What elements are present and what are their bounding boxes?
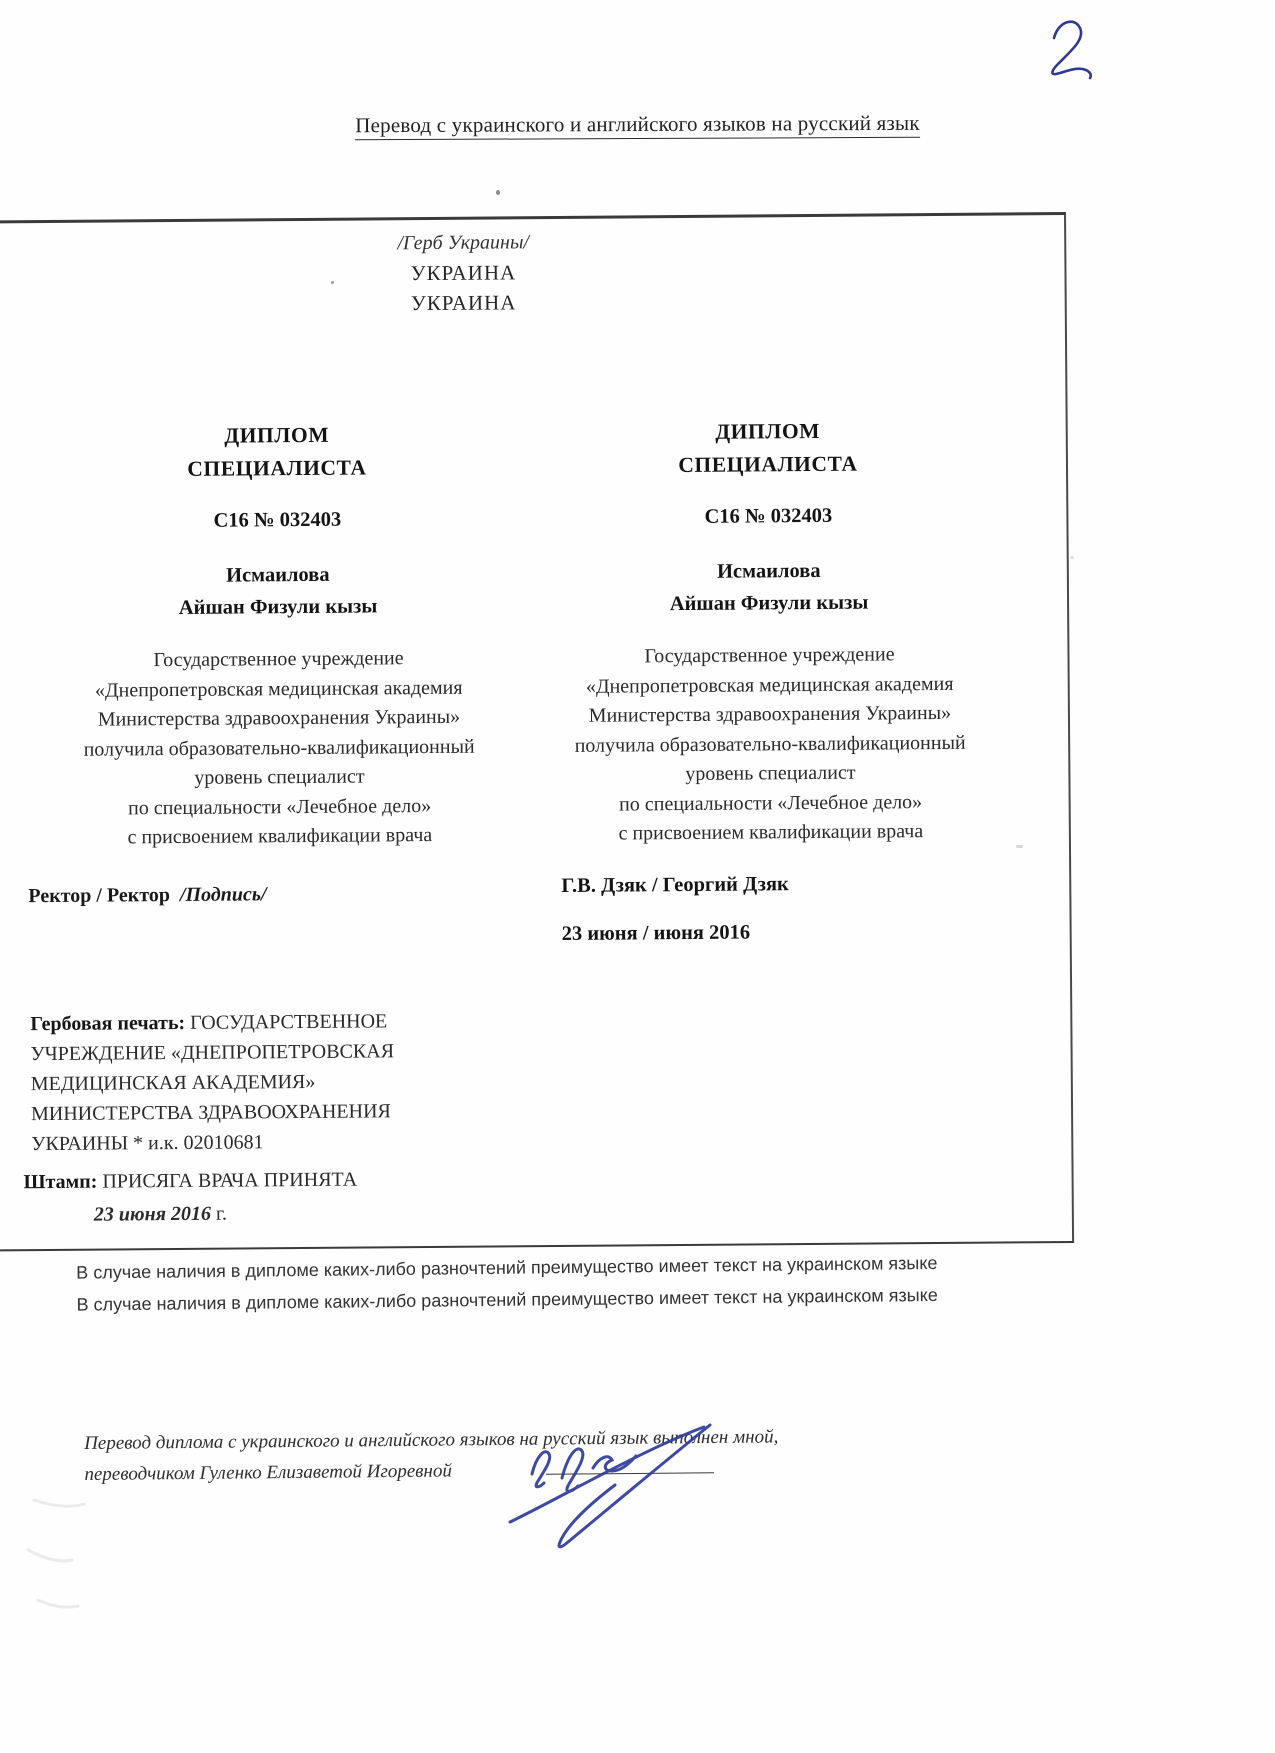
body-line: Министерства здравоохранения Украины» [588,701,952,727]
scan-smudge [14,1480,154,1640]
stamp-label: Штамп: [23,1170,98,1194]
body-line: «Днепропетровская медицинская академия [585,672,954,698]
country-name-line1: УКРАИНА [410,260,517,286]
translator-note-line2: переводчиком Гуленко Елизаветой Игоревной [84,1460,453,1485]
issue-date: 23 июня / июня 2016 [561,921,751,945]
discrepancy-note-line: В случае наличия в дипломе каких-либо разночтений преимущество имеет текст на украинском языке [76,1252,938,1283]
diploma-title-line1: ДИПЛОМ [715,418,821,444]
handwritten-page-number [1028,8,1112,86]
body-line: Государственное учреждение [644,643,895,668]
translation-header-text: Перевод с украинского и английского языков на русский язык [355,111,920,140]
seal-line [30,1005,500,1039]
translator-note-line1: Перевод диплома с украинского и английского языков на русский язык выполнен мной, [84,1426,779,1454]
scan-artifact-dot [496,190,500,195]
body-line: уровень специалист [194,765,365,789]
graduate-given-name: Айшан Физули кызы [178,595,378,619]
graduate-name-left [33,557,523,625]
stamp-transcription [24,1169,358,1195]
body-line: с присвоением квалификации врача [618,820,924,845]
diploma-column-right [526,215,1006,845]
body-line: Министерства здравоохранения Украины» [97,705,461,731]
rector-label: Ректор / Ректор [28,884,171,908]
seal-label: Гербовая печать: [30,1011,186,1036]
coat-of-arms-block [196,226,731,320]
body-line: с присвоением квалификации врача [127,823,433,849]
body-line: «Днепропетровская медицинская академия [94,676,463,702]
seal-line: МЕДИЦИНСКАЯ АКАДЕМИЯ» [30,1070,316,1096]
body-line: по специальности «Лечебное дело» [619,790,923,816]
rector-signature-line [28,883,266,908]
graduate-given-name: Айшан Физули кызы [669,591,869,616]
body-line: Государственное учреждение [153,647,404,672]
signature-placeholder-note: /Подпись/ [179,883,267,906]
diploma-title-right [528,413,1009,483]
diploma-body-right [529,639,1011,849]
official-seal-transcription [30,1005,501,1159]
body-line: получила образовательно-квалификационный [574,731,966,757]
scan-artifact-dot [1070,556,1074,559]
diploma-title-line2: СПЕЦИАЛИСТА [678,451,858,478]
translator-signature [492,1402,742,1567]
discrepancy-note-line: В случае наличия в дипломе каких-либо разночтений преимущество имеет текст на украинском языке [76,1284,938,1315]
diploma-title-line2: СПЕЦИАЛИСТА [187,455,367,481]
country-name-line2: УКРАИНА [410,290,517,316]
rector-name: Г.В. Дзяк / Георгий Дзяк [561,873,789,897]
stamp-date-line [94,1203,227,1227]
diploma-title-left [32,417,523,487]
body-line: получила образовательно-квалификационный [83,735,475,761]
translator-certification [84,1420,885,1490]
diploma-title-line1: ДИПЛОМ [224,422,330,448]
graduate-surname: Исмаилова [716,559,821,583]
diploma-serial-right: С16 № 032403 [704,504,833,528]
stamp-date: 23 июня 2016 [93,1202,212,1226]
stamp-text: ПРИСЯГА ВРАЧА ПРИНЯТА [102,1168,358,1193]
graduate-surname: Исмаилова [225,563,330,587]
coat-of-arms-note: /Герб Украины/ [397,231,530,255]
diploma-body-left [33,643,525,853]
diploma-serial-left: С16 № 032403 [213,508,342,532]
seal-line: МИНИСТЕРСТВА ЗДРАВООХРАНЕНИЯ [30,1100,391,1126]
translation-header [0,109,1275,140]
graduate-name-right [529,553,1009,621]
stamp-date-suffix: г. [215,1202,228,1225]
diploma-translation-box [0,212,1074,1251]
body-line: уровень специалист [685,761,856,786]
seal-line: УЧРЕЖДЕНИЕ «ДНЕПРОПЕТРОВСКАЯ [30,1040,395,1066]
discrepancy-notes [76,1246,1017,1321]
seal-line: УКРАИНЫ * и.к. 02010681 [31,1131,264,1156]
seal-text: ГОСУДАРСТВЕННОЕ [190,1010,388,1034]
body-line: по специальности «Лечебное дело» [128,794,432,819]
